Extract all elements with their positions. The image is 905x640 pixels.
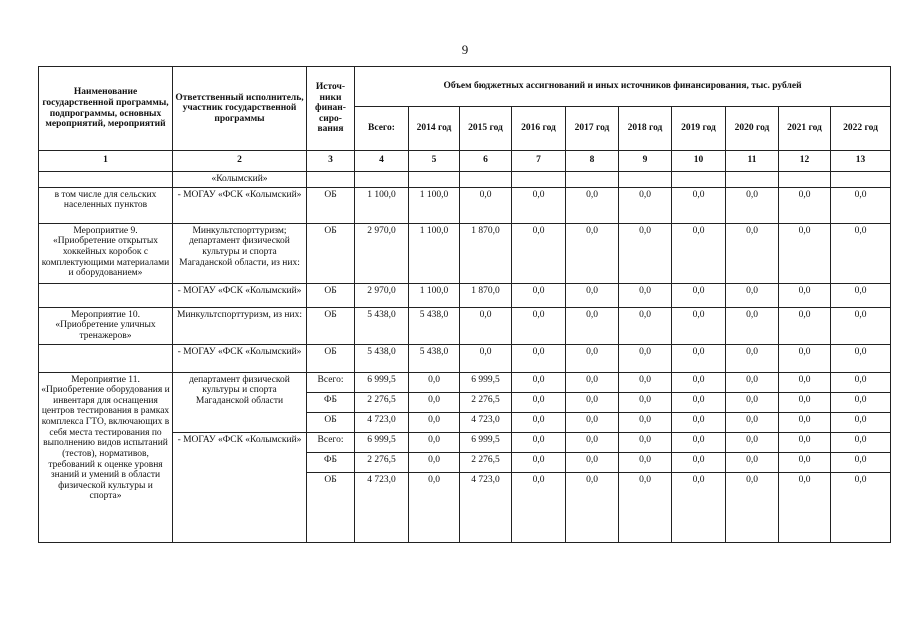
total-value-cell: 2 276,5 — [355, 452, 409, 472]
year-value-cell: 0,0 — [619, 412, 672, 432]
source-cell: Всего: — [307, 372, 355, 392]
year-value-cell: 0,0 — [726, 392, 779, 412]
year-value-cell: 0,0 — [672, 187, 726, 223]
year-value-cell: 0,0 — [566, 223, 619, 283]
source-cell: ОБ — [307, 412, 355, 432]
year-value-cell: 0,0 — [512, 372, 566, 392]
year-value-cell: 6 999,5 — [460, 432, 512, 452]
total-value-cell: 5 438,0 — [355, 344, 409, 372]
year-value-cell: 0,0 — [512, 307, 566, 344]
column-number: 11 — [726, 151, 779, 172]
year-value-cell: 0,0 — [726, 412, 779, 432]
year-value-cell: 4 723,0 — [460, 412, 512, 432]
source-cell: Всего: — [307, 432, 355, 452]
column-number: 12 — [779, 151, 831, 172]
total-value-cell: 6 999,5 — [355, 432, 409, 452]
executor-cell: - МОГАУ «ФСК «Колымский» — [173, 344, 307, 372]
source-cell: ОБ — [307, 344, 355, 372]
column-number-row — [39, 151, 891, 172]
year-value-cell: 0,0 — [566, 432, 619, 452]
table-row — [39, 344, 891, 372]
column-number: 7 — [512, 151, 566, 172]
year-value-cell: 0,0 — [566, 452, 619, 472]
header-name: Наименование государственной программы, подпрограммы, основных мероприятий, мероприятий — [39, 67, 173, 151]
year-value-cell: 0,0 — [460, 307, 512, 344]
total-value-cell: 4 723,0 — [355, 412, 409, 432]
header-year: 2022 год — [831, 107, 891, 151]
header-volume: Объем бюджетных ассигнований и иных источников финансирования, тыс. рублей — [355, 67, 891, 107]
name-cell: в том числе для сельских населенных пунктов — [39, 187, 173, 223]
year-value-cell: 0,0 — [779, 187, 831, 223]
year-value-cell: 0,0 — [831, 412, 891, 432]
source-cell: ОБ — [307, 223, 355, 283]
year-value-cell: 0,0 — [619, 344, 672, 372]
executor-cell: Минкультспорттуризм, из них: — [173, 307, 307, 344]
year-value-cell: 0,0 — [409, 412, 460, 432]
year-value-cell: 0,0 — [779, 307, 831, 344]
year-value-cell: 1 100,0 — [409, 223, 460, 283]
year-value-cell: 0,0 — [512, 344, 566, 372]
year-value-cell: 0,0 — [566, 372, 619, 392]
budget-table — [38, 66, 891, 543]
table-row — [39, 307, 891, 344]
year-value-cell: 0,0 — [672, 344, 726, 372]
year-value-cell: 0,0 — [619, 223, 672, 283]
year-value-cell: 0,0 — [726, 187, 779, 223]
year-value-cell: 0,0 — [409, 452, 460, 472]
year-value-cell: 0,0 — [512, 412, 566, 432]
year-value-cell: 0,0 — [831, 372, 891, 392]
header-year: 2019 год — [672, 107, 726, 151]
year-value-cell: 0,0 — [831, 432, 891, 452]
year-value-cell: 0,0 — [831, 472, 891, 542]
year-value-cell: 0,0 — [672, 223, 726, 283]
header-year: 2018 год — [619, 107, 672, 151]
name-cell: Мероприятие 10. «Приобретение уличных тренажеров» — [39, 307, 173, 344]
year-value-cell: 0,0 — [726, 452, 779, 472]
year-value-cell: 0,0 — [779, 472, 831, 542]
executor-cell: - МОГАУ «ФСК «Колымский» — [173, 187, 307, 223]
year-value-cell: 0,0 — [726, 432, 779, 452]
year-value-cell: 0,0 — [779, 452, 831, 472]
executor-cell: Минкультспорттуризм; департамент физической культуры и спорта Магаданской области, из них: — [173, 223, 307, 283]
header-year: 2017 год — [566, 107, 619, 151]
column-number: 2 — [173, 151, 307, 172]
header-source: Источ-ники финан-сиро-вания — [307, 67, 355, 151]
year-value-cell: 0,0 — [619, 452, 672, 472]
year-value-cell: 0,0 — [619, 283, 672, 307]
year-value-cell: 0,0 — [512, 452, 566, 472]
year-value-cell: 0,0 — [619, 187, 672, 223]
column-number: 9 — [619, 151, 672, 172]
year-value-cell: 0,0 — [409, 372, 460, 392]
total-value-cell: 2 276,5 — [355, 392, 409, 412]
total-value-cell: 4 723,0 — [355, 472, 409, 542]
column-number: 1 — [39, 151, 173, 172]
table-row — [39, 372, 891, 392]
year-value-cell: 0,0 — [512, 432, 566, 452]
year-value-cell: 0,0 — [619, 432, 672, 452]
year-value-cell: 0,0 — [779, 372, 831, 392]
year-value-cell: 0,0 — [831, 344, 891, 372]
table-row — [39, 283, 891, 307]
name-cell: Мероприятие 9. «Приобретение открытых хоккейных коробок с комплектующими материалами и оборудованием» — [39, 223, 173, 283]
page-number: 9 — [461, 42, 469, 57]
column-number: 10 — [672, 151, 726, 172]
year-value-cell: 0,0 — [512, 283, 566, 307]
year-value-cell: 0,0 — [672, 412, 726, 432]
column-number: 3 — [307, 151, 355, 172]
year-value-cell: 0,0 — [672, 432, 726, 452]
year-value-cell: 0,0 — [726, 372, 779, 392]
source-cell: ФБ — [307, 392, 355, 412]
year-value-cell: 0,0 — [566, 187, 619, 223]
executor-cell: департамент физической культуры и спорта Магаданской области — [173, 372, 307, 432]
executor-cell: - МОГАУ «ФСК «Колымский» — [173, 432, 307, 542]
total-value-cell: 2 970,0 — [355, 223, 409, 283]
year-value-cell: 0,0 — [779, 223, 831, 283]
year-value-cell: 0,0 — [409, 432, 460, 452]
header-executor: Ответственный исполнитель, участник государственной программы — [173, 67, 307, 151]
year-value-cell: 0,0 — [779, 432, 831, 452]
year-value-cell: 2 276,5 — [460, 452, 512, 472]
year-value-cell: 0,0 — [619, 392, 672, 412]
column-number: 13 — [831, 151, 891, 172]
year-value-cell: 0,0 — [672, 452, 726, 472]
year-value-cell: 0,0 — [460, 187, 512, 223]
year-value-cell: 4 723,0 — [460, 472, 512, 542]
year-value-cell: 0,0 — [672, 307, 726, 344]
year-value-cell: 0,0 — [672, 392, 726, 412]
year-value-cell: 0,0 — [726, 283, 779, 307]
year-value-cell: 0,0 — [512, 392, 566, 412]
executor-cell: «Колымский» — [173, 172, 307, 188]
year-value-cell: 0,0 — [566, 412, 619, 432]
column-number: 4 — [355, 151, 409, 172]
year-value-cell: 0,0 — [672, 472, 726, 542]
year-value-cell: 0,0 — [726, 307, 779, 344]
year-value-cell: 2 276,5 — [460, 392, 512, 412]
year-value-cell: 1 870,0 — [460, 283, 512, 307]
year-value-cell: 0,0 — [831, 187, 891, 223]
year-value-cell: 1 100,0 — [409, 187, 460, 223]
year-value-cell: 0,0 — [409, 472, 460, 542]
year-value-cell: 0,0 — [566, 344, 619, 372]
year-value-cell: 0,0 — [512, 187, 566, 223]
year-value-cell: 0,0 — [831, 392, 891, 412]
executor-cell: - МОГАУ «ФСК «Колымский» — [173, 283, 307, 307]
source-cell: ОБ — [307, 307, 355, 344]
column-number: 8 — [566, 151, 619, 172]
year-value-cell: 0,0 — [779, 283, 831, 307]
year-value-cell: 1 100,0 — [409, 283, 460, 307]
year-value-cell: 0,0 — [779, 392, 831, 412]
year-value-cell: 6 999,5 — [460, 372, 512, 392]
source-cell: ОБ — [307, 187, 355, 223]
year-value-cell: 0,0 — [512, 472, 566, 542]
year-value-cell: 0,0 — [726, 472, 779, 542]
total-value-cell: 2 970,0 — [355, 283, 409, 307]
header-year: 2015 год — [460, 107, 512, 151]
year-value-cell: 0,0 — [566, 392, 619, 412]
year-value-cell: 0,0 — [409, 392, 460, 412]
year-value-cell: 5 438,0 — [409, 307, 460, 344]
year-value-cell: 0,0 — [831, 223, 891, 283]
year-value-cell: 0,0 — [726, 223, 779, 283]
year-value-cell: 0,0 — [831, 283, 891, 307]
column-number: 5 — [409, 151, 460, 172]
column-number: 6 — [460, 151, 512, 172]
year-value-cell: 0,0 — [460, 344, 512, 372]
table-row — [39, 172, 891, 188]
name-cell: Мероприятие 11. «Приобретение оборудования и инвентаря для оснащения центров тестирования в рамках комплекса ГТО, включающих в себя места тестирования по выполнению видов испытаний (тестов), нормативов, требований к оценке уровня знаний и умений в области физической культуры и спорта» — [39, 372, 173, 542]
year-value-cell: 0,0 — [566, 283, 619, 307]
year-value-cell: 0,0 — [619, 472, 672, 542]
year-value-cell: 0,0 — [566, 307, 619, 344]
source-cell: ФБ — [307, 452, 355, 472]
source-cell: ОБ — [307, 283, 355, 307]
header-year: 2020 год — [726, 107, 779, 151]
year-value-cell: 0,0 — [779, 412, 831, 432]
year-value-cell: 0,0 — [619, 372, 672, 392]
year-value-cell: 0,0 — [566, 472, 619, 542]
table-row — [39, 223, 891, 283]
year-value-cell: 0,0 — [779, 344, 831, 372]
year-value-cell: 0,0 — [672, 372, 726, 392]
header-year: 2021 год — [779, 107, 831, 151]
header-year: 2014 год — [409, 107, 460, 151]
year-value-cell: 5 438,0 — [409, 344, 460, 372]
header-year: 2016 год — [512, 107, 566, 151]
source-cell: ОБ — [307, 472, 355, 542]
total-value-cell: 6 999,5 — [355, 372, 409, 392]
table-row — [39, 187, 891, 223]
year-value-cell: 0,0 — [512, 223, 566, 283]
year-value-cell: 0,0 — [831, 307, 891, 344]
year-value-cell: 0,0 — [831, 452, 891, 472]
total-value-cell: 1 100,0 — [355, 187, 409, 223]
total-value-cell: 5 438,0 — [355, 307, 409, 344]
year-value-cell: 1 870,0 — [460, 223, 512, 283]
year-value-cell: 0,0 — [726, 344, 779, 372]
header-total: Всего: — [355, 107, 409, 151]
year-value-cell: 0,0 — [672, 283, 726, 307]
year-value-cell: 0,0 — [619, 307, 672, 344]
